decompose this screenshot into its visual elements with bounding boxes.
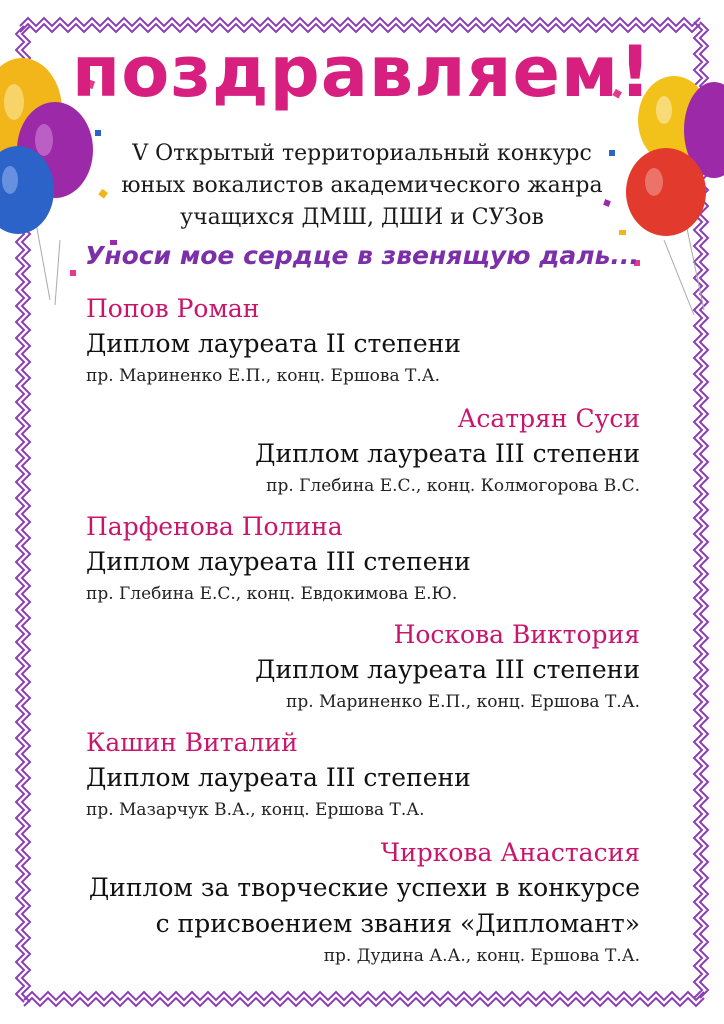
award-title: Диплом лауреата III степени [255, 439, 640, 468]
contest-line: юных вокалистов академического жанра [121, 173, 603, 198]
teachers-line: пр. Мариненко Е.П., конц. Ершова Т.А. [285, 692, 640, 712]
award-title: Диплом лауреата III степени [86, 763, 471, 792]
winner-entry [86, 292, 640, 390]
teachers-line: пр. Глебина Е.С., конц. Евдокимова Е.Ю. [86, 584, 458, 604]
page-heading: поздравляем! [71, 31, 653, 113]
winner-name: Парфенова Полина [86, 512, 343, 541]
winner-name: Чиркова Анастасия [380, 838, 640, 867]
award-title: Диплом лауреата III степени [255, 655, 640, 684]
winner-entry [86, 618, 640, 716]
winner-entry [86, 726, 640, 824]
winner-entry [86, 836, 640, 970]
contest-line: V Открытый территориальный конкурс [132, 141, 592, 166]
award-title: Диплом лауреата II степени [86, 329, 461, 358]
winner-entry [86, 510, 640, 608]
award-title: Диплом за творческие успехи в конкурсе [88, 873, 640, 902]
winner-name: Носкова Виктория [393, 620, 640, 649]
winner-name: Кашин Виталий [86, 728, 298, 757]
award-title: Диплом лауреата III степени [86, 547, 471, 576]
award-title: с присвоением звания «Дипломант» [155, 909, 640, 938]
teachers-line: пр. Мазарчук В.А., конц. Ершова Т.А. [86, 800, 425, 820]
teachers-line: пр. Мариненко Е.П., конц. Ершова Т.А. [86, 366, 441, 386]
contest-line: учащихся ДМШ, ДШИ и СУЗов [180, 205, 544, 230]
teachers-line: пр. Дудина А.А., конц. Ершова Т.А. [323, 946, 640, 966]
winner-name: Асатрян Суси [457, 404, 640, 433]
winner-name: Попов Роман [86, 294, 260, 323]
contest-title [110, 138, 614, 234]
winner-entry [86, 402, 640, 500]
contest-motto: Уноси мое сердце в звенящую даль... [85, 241, 639, 270]
teachers-line: пр. Глебина Е.С., конц. Колмогорова В.С. [266, 476, 640, 496]
